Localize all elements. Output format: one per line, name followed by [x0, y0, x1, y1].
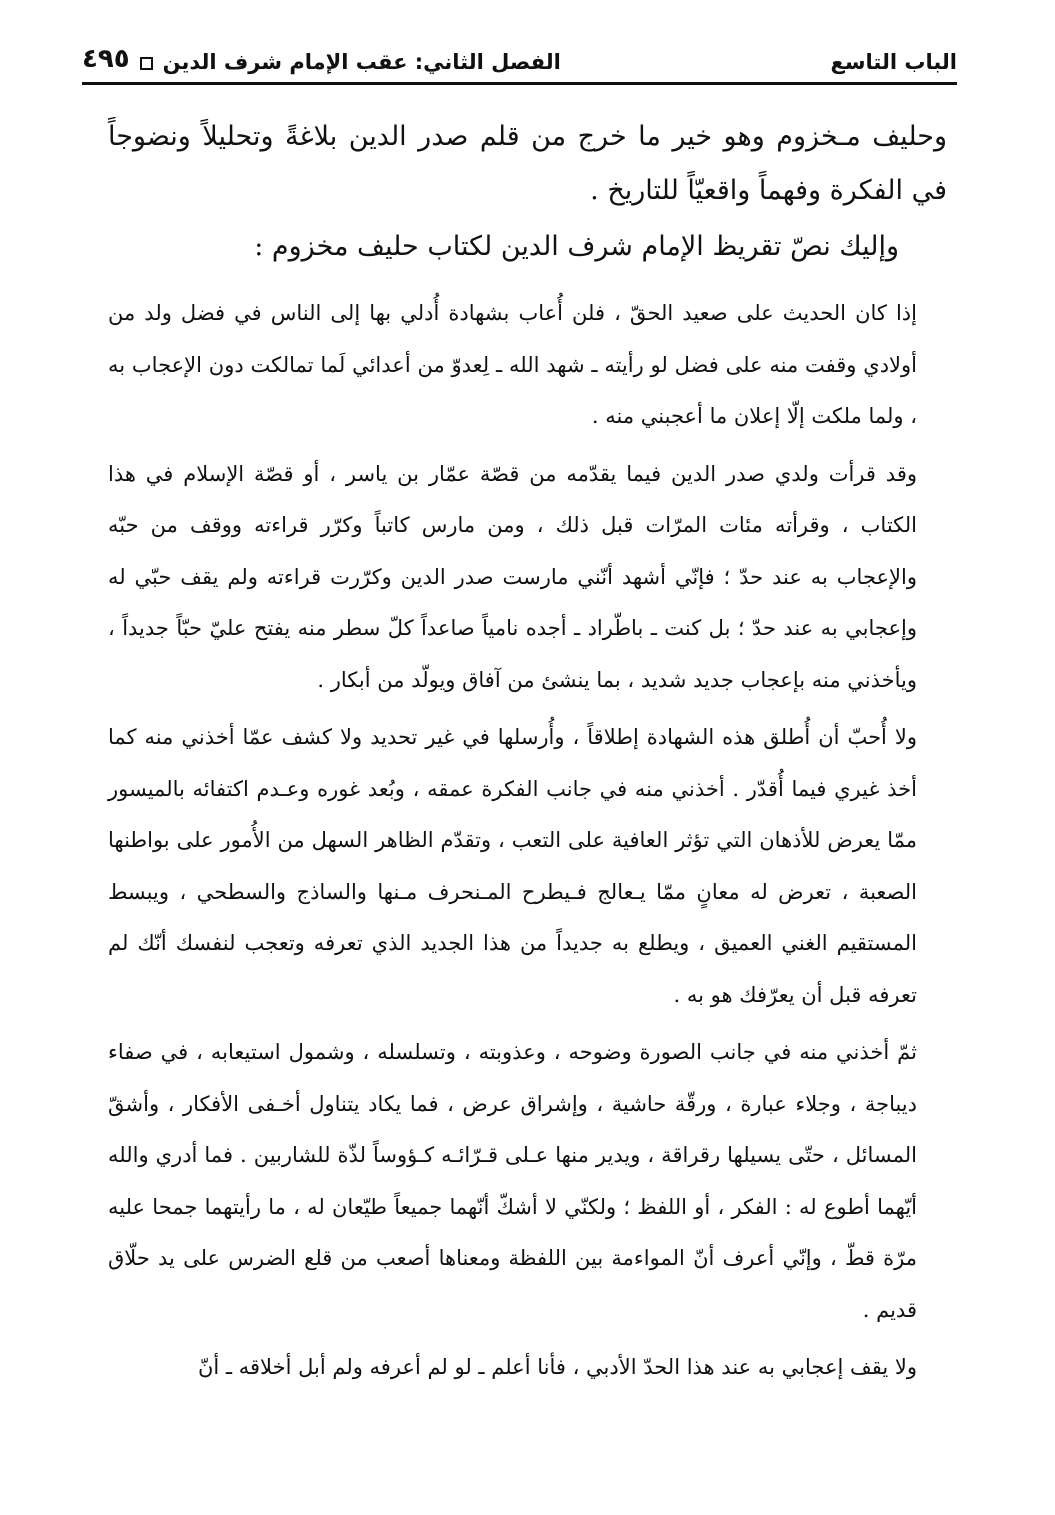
chapter-title: الباب التاسع: [830, 49, 957, 74]
body-text: [108, 110, 947, 1400]
quote-paragraph: إذا كان الحديث على صعيد الحقّ ، فلن أُعاب بشهادة أُدلي بها إلى الناس في فضل ولد من أولادي وقفت منه على فضل لو رأيته ـ شهد الله ـ لِعدوّ من أعدائي لَما تمالكت دون الإعجاب به ، ولما ملكت إلّا إعلان ما أعجبني منه .: [108, 301, 917, 428]
header-left-group: [82, 45, 561, 80]
quote-paragraph: وقد قرأت ولدي صدر الدين فيما يقدّمه من قصّة عمّار بن ياسر ، أو قصّة الإسلام في هذا الكتاب ، وقرأته مئات المرّات قبل ذلك ، ومن مارس كاتباً وكرّر قراءته ووقف من حبّه والإعجاب به عند حدّ ؛ فإنّي أشهد أنّني مارست صدر الدين وكرّرت قراءته ولم يقف حبّي له وإعجابي به عند حدّ ؛ بل كنت ـ باطّراد ـ أجده نامياً صاعداً كلّ سطر منه يفتح عليّ حبّاً جديداً ، ويأخذني منه بإعجاب جديد شديد ، بما ينشئ من آفاق ويولّد من أبكار .: [108, 461, 917, 692]
quoted-endorsement: [108, 288, 947, 1394]
quote-paragraph: ثمّ أخذني منه في جانب الصورة وضوحه ، وعذوبته ، وتسلسله ، وشمول استيعابه ، في صفاء ديباجة ، وجلاء عبارة ، ورقّة حاشية ، وإشراق عرض ، فما يكاد يتناول أخـفى الأفكار ، وأشقّ المسائل ، حتّى يسيلها رقراقة ، ويدير منها عـلى قـرّائـه كـؤوساً لذّة للشاربين . فما أدري والله أيّهما أطوع له : الفكر ، أو اللفظ ؛ ولكنّي لا أشكّ أنّهما جميعاً طيّعان له ، ما رأيتهما جمحا عليه مرّة قطّ ، وإنّي أعرف أنّ المواءمة بين اللفظة ومعناها أصعب من قلع الضرس على يد حلّاق قديم .: [108, 1040, 917, 1322]
section-title: الفصل الثاني: عقب الإمام شرف الدين: [162, 49, 561, 74]
intro-lead-paragraph: وإليك نصّ تقريظ الإمام شرف الدين لكتاب حليف مخزوم :: [254, 231, 899, 262]
header-rule: [82, 82, 957, 85]
page-number: ٤٩٥: [82, 44, 130, 75]
running-header: [82, 40, 957, 80]
quote-paragraph: ولا أُحبّ أن أُطلق هذه الشهادة إطلاقاً ، وأُرسلها في غير تحديد ولا كشف عمّا أخذني منه كما أخذ غيري فيما أُقدّر . أخذني منه في جانب الفكرة عمقه ، وبُعد غوره وعـدم اكتفائه بالميسور ممّا يعرض للأذهان التي تؤثر العافية على التعب ، وتقدّم الظاهر السهل من الأُمور على بواطنها الصعبة ، تعرض له معانٍ ممّا يـعالج فـيطرح المـنحرف مـنها والساذج والسطحي ، ويبسط المستقيم الغني العميق ، ويطلع به جديداً من هذا الجديد الذي تعرفه وتعجب لنفسك أنّك لم تعرفه قبل أن يعرّفك هو به .: [108, 725, 917, 1007]
intro-section: [108, 110, 947, 274]
intro-paragraph: وحليف مـخزوم وهو خير ما خرج من قلم صدر الدين بلاغةً وتحليلاً ونضوجاً في الفكرة وفهماً واقعيّاً للتاريخ .: [108, 121, 947, 206]
quote-paragraph: ولا يقف إعجابي به عند هذا الحدّ الأدبي ، فأنا أعلم ـ لو لم أعرفه ولم أبل أخلاقه ـ أنّ: [198, 1355, 917, 1379]
square-separator-icon: [140, 57, 153, 70]
